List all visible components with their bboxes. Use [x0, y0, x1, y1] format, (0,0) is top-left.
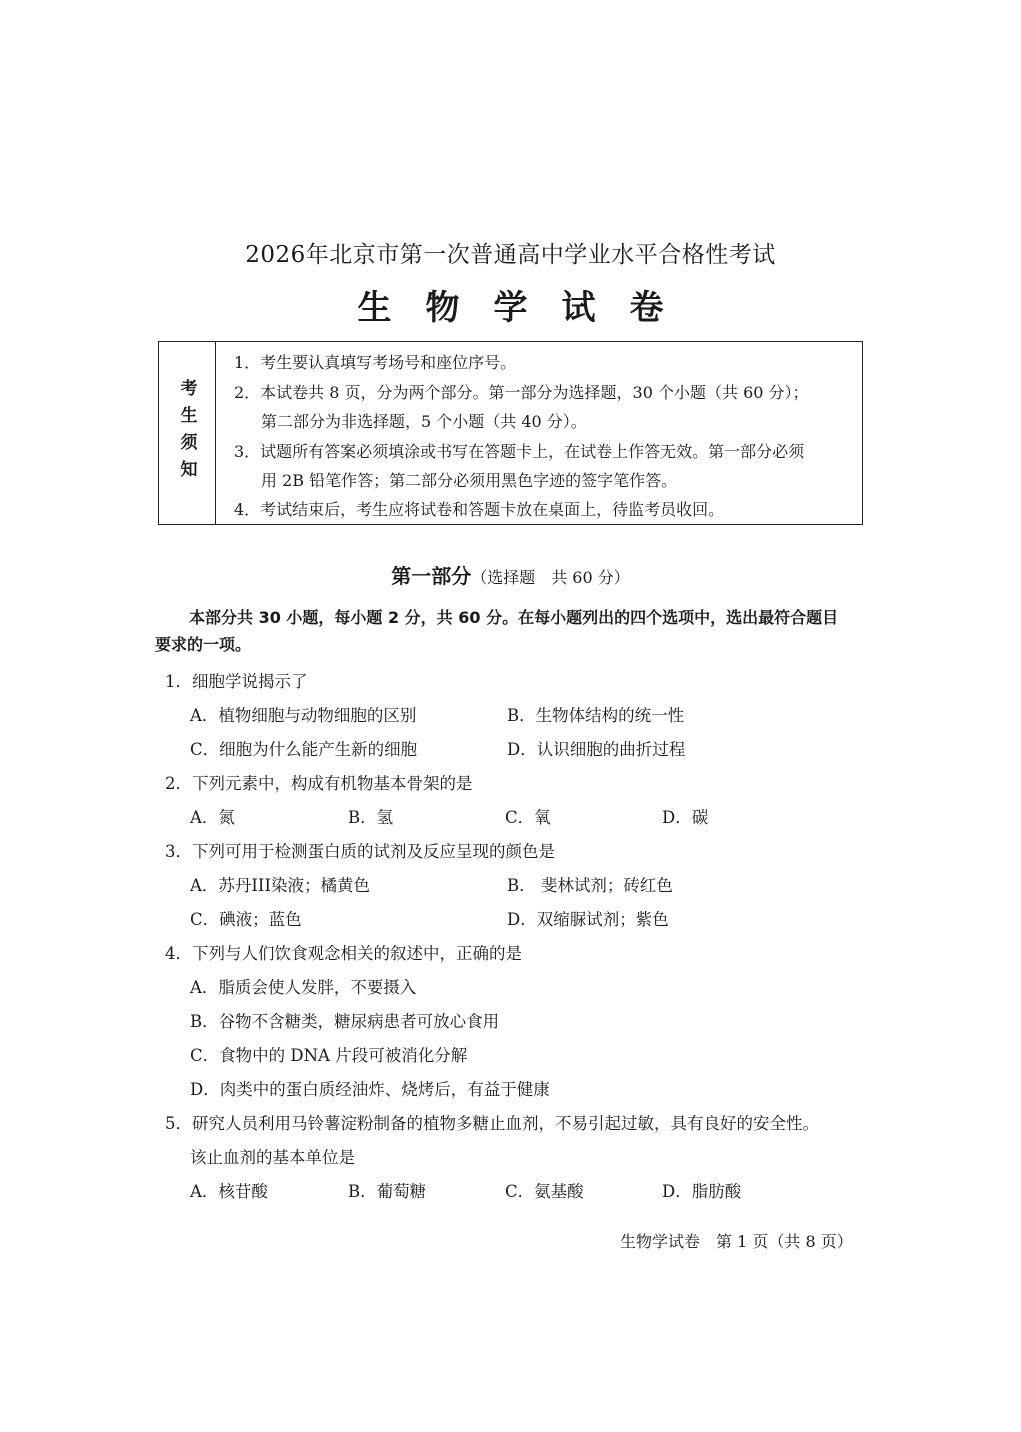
- section-instructions-line: 要求的一项。: [155, 635, 252, 654]
- question-stem: 3．下列可用于检测蛋白质的试剂及反应呈现的颜色是: [165, 842, 555, 861]
- question-stem: 1．细胞学说揭示了: [165, 672, 308, 691]
- question-option: D．脂肪酸: [662, 1182, 742, 1201]
- question-option: A．核苷酸: [190, 1182, 268, 1201]
- question-option: C．细胞为什么能产生新的细胞: [190, 740, 418, 759]
- section-note: （选择题 共 60 分）: [471, 568, 630, 587]
- page-footer: 生物学试卷 第 1 页（共 8 页）: [620, 1232, 853, 1251]
- section-title: 第一部分: [391, 564, 472, 588]
- notice-label-cell: [159, 342, 216, 524]
- question-option: B．氢: [348, 808, 394, 827]
- question-option: B．葡萄糖: [348, 1182, 427, 1201]
- notice-box: [158, 341, 863, 525]
- question-option: D．认识细胞的曲折过程: [507, 740, 686, 759]
- question-option: D．双缩脲试剂；紫色: [507, 910, 669, 929]
- notice-line: 3．试题所有答案必须填涂或书写在答题卡上，在试卷上作答无效。第一部分必须: [234, 442, 805, 461]
- question-option: A．苏丹III染液；橘黄色: [190, 876, 370, 895]
- notice-line: 2．本试卷共 8 页，分为两个部分。第一部分为选择题，30 个小题（共 60 分）；: [234, 383, 809, 402]
- notice-line: 第二部分为非选择题，5 个小题（共 40 分）。: [261, 412, 587, 431]
- question-option: C．碘液；蓝色: [190, 910, 302, 929]
- question-stem: 4．下列与人们饮食观念相关的叙述中，正确的是: [165, 944, 522, 963]
- section-instructions-line: 本部分共 30 小题，每小题 2 分，共 60 分。在每小题列出的四个选项中，选出最符合题目: [189, 608, 839, 627]
- section-heading: [0, 560, 1021, 589]
- question-option: B．谷物不含糖类，糖尿病患者可放心食用: [190, 1012, 500, 1031]
- question-option: B．生物体结构的统一性: [507, 706, 685, 725]
- question-option: A．植物细胞与动物细胞的区别: [190, 706, 417, 725]
- notice-label: 考生须知: [176, 379, 197, 487]
- subject-title: 生物学试卷: [357, 288, 698, 328]
- question-option: A．氮: [190, 808, 235, 827]
- question-option: C．食物中的 DNA 片段可被消化分解: [190, 1046, 468, 1065]
- exam-title: 2026年北京市第一次普通高中学业水平合格性考试: [245, 242, 776, 268]
- question-stem: 5．研究人员利用马铃薯淀粉制备的植物多糖止血剂，不易引起过敏，具有良好的安全性。: [165, 1114, 819, 1133]
- question-option: C．氨基酸: [505, 1182, 584, 1201]
- question-option: B． 斐林试剂；砖红色: [507, 876, 673, 895]
- question-option: A．脂质会使人发胖，不要摄入: [190, 978, 417, 997]
- notice-line: 1．考生要认真填写考场号和座位序号。: [234, 353, 517, 372]
- notice-line: 用 2B 铅笔作答；第二部分必须用黑色字迹的签字笔作答。: [261, 471, 678, 490]
- question-option: C．氧: [505, 808, 551, 827]
- question-stem: 2．下列元素中，构成有机物基本骨架的是: [165, 774, 473, 793]
- question-option: D．碳: [662, 808, 709, 827]
- notice-items: [216, 342, 862, 524]
- question-option: D．肉类中的蛋白质经油炸、烧烤后，有益于健康: [190, 1080, 550, 1099]
- notice-line: 4．考试结束后，考生应将试卷和答题卡放在桌面上，待监考员收回。: [234, 500, 725, 519]
- question-stem: 该止血剂的基本单位是: [190, 1148, 355, 1167]
